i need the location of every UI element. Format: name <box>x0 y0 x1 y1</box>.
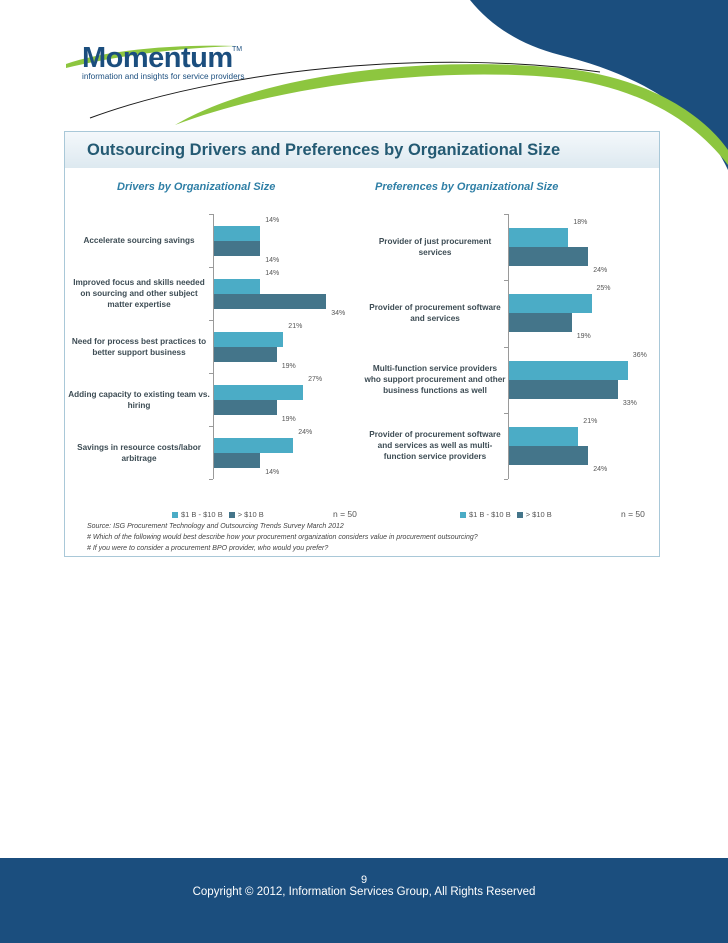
sample-size-label: n = 50 <box>333 509 357 519</box>
category-label-line: Improved focus and skills needed <box>73 278 205 287</box>
data-label: 25% <box>596 285 611 293</box>
bar-large-org <box>509 380 618 399</box>
category-label-line: who support procurement and other <box>364 375 506 385</box>
legend-swatch <box>229 512 235 518</box>
axis-tick <box>209 426 213 427</box>
legend-label: > $10 B <box>525 510 552 519</box>
data-label: 24% <box>593 465 608 473</box>
category-label-line: services <box>418 248 452 258</box>
source-note: Source: ISG Procurement Technology and Outsourcing Trends Survey March 2012 <box>87 523 344 530</box>
legend-swatch <box>517 512 523 518</box>
bar-large-org <box>214 241 260 256</box>
left-chart-subtitle: Drivers by Organizational Size <box>117 181 276 193</box>
category-label-line: Need for process best practices to <box>71 336 207 346</box>
bar-small-org <box>509 361 628 380</box>
data-label: 14% <box>265 269 280 277</box>
legend-swatch <box>172 512 178 518</box>
category-label-line: business functions as well <box>383 386 487 396</box>
bar-large-org <box>509 247 588 266</box>
data-label: 14% <box>265 216 280 224</box>
question-note-1: # Which of the following would best describe how your procurement organization considers value in procurement outsourcing? <box>87 534 478 541</box>
data-label: 34% <box>331 309 346 317</box>
axis-tick <box>209 320 213 321</box>
bar-small-org <box>509 427 578 446</box>
bar-small-org <box>214 332 283 347</box>
bar-small-org <box>214 226 260 241</box>
bar-large-org <box>214 400 277 415</box>
chart-legend <box>172 510 270 519</box>
data-label: 18% <box>573 219 588 227</box>
bar-small-org <box>214 385 303 400</box>
category-label <box>357 429 513 462</box>
category-label-line: function service providers <box>383 452 487 462</box>
category-label <box>357 302 513 324</box>
bar-small-org <box>509 228 568 247</box>
category-label-line: Savings in resource costs/labor <box>77 442 201 452</box>
legend-label: > $10 B <box>237 510 264 519</box>
logo-tagline: information and insights for service providers <box>82 72 245 81</box>
category-label-line: Provider of procurement software <box>369 430 501 440</box>
category-label-line: Adding capacity to existing team vs. <box>68 389 210 399</box>
logo-trademark: TM <box>232 46 243 53</box>
data-label: 19% <box>281 362 296 370</box>
category-label-line: Multi-function service providers <box>372 364 498 374</box>
axis-tick <box>209 373 213 374</box>
axis-tick <box>504 413 508 414</box>
axis-tick <box>504 479 508 480</box>
question-note-2: # If you were to consider a procurement BPO provider, who would you prefer? <box>87 545 329 552</box>
bar-large-org <box>214 347 277 362</box>
bar-large-org <box>509 313 572 332</box>
category-label-line: and services as well as multi- <box>377 441 493 451</box>
data-label: 27% <box>308 375 323 383</box>
sample-size-label: n = 50 <box>621 509 645 519</box>
category-label-line: Provider of procurement software <box>369 303 501 313</box>
category-label <box>65 277 213 310</box>
category-label <box>65 389 213 411</box>
category-label-line: hiring <box>127 400 151 410</box>
logo-wordmark: Momentum <box>82 42 233 74</box>
page-number: 9 <box>360 874 368 886</box>
category-label <box>65 336 213 358</box>
legend-swatch <box>460 512 466 518</box>
bar-large-org <box>214 294 326 309</box>
data-label: 14% <box>265 256 280 264</box>
page-title: Outsourcing Drivers and Preferences by Organizational Size <box>87 141 561 159</box>
momentum-logo <box>66 34 266 86</box>
data-label: 21% <box>583 417 598 425</box>
data-label: 19% <box>281 415 296 423</box>
chart-panel <box>64 131 660 557</box>
bar-large-org <box>214 453 260 468</box>
legend-label: $1 B - $10 B <box>181 510 223 519</box>
category-label-line: matter expertise <box>107 300 171 309</box>
legend-label: $1 B - $10 B <box>469 510 511 519</box>
category-label-line: and services <box>410 314 460 324</box>
category-label <box>65 235 213 246</box>
data-label: 36% <box>632 351 647 359</box>
data-label: 33% <box>622 399 637 407</box>
footer-band <box>0 858 728 943</box>
bar-small-org <box>214 438 293 453</box>
category-label-line: arbitrage <box>121 453 157 463</box>
category-label <box>357 236 513 258</box>
category-label-line: on sourcing and other subject <box>80 289 198 298</box>
chart-legend <box>460 510 558 519</box>
right-chart-subtitle: Preferences by Organizational Size <box>375 181 559 193</box>
category-label <box>65 442 213 464</box>
data-label: 14% <box>265 468 280 476</box>
data-label: 19% <box>576 333 591 341</box>
axis-tick <box>504 280 508 281</box>
axis-tick <box>209 267 213 268</box>
data-label: 24% <box>593 267 608 275</box>
bar-small-org <box>509 294 592 313</box>
axis-tick <box>504 214 508 215</box>
category-label <box>357 363 513 396</box>
data-label: 21% <box>288 322 303 330</box>
bar-small-org <box>214 279 260 294</box>
copyright: Copyright © 2012, Information Services Group, All Rights Reserved <box>192 886 536 898</box>
category-label-line: better support business <box>92 347 186 357</box>
axis-tick <box>504 347 508 348</box>
data-label: 24% <box>298 428 313 436</box>
category-label-line: Accelerate sourcing savings <box>83 236 195 245</box>
axis-tick <box>209 479 213 480</box>
bar-large-org <box>509 446 588 465</box>
axis-tick <box>209 214 213 215</box>
category-label-line: Provider of just procurement <box>378 237 492 247</box>
